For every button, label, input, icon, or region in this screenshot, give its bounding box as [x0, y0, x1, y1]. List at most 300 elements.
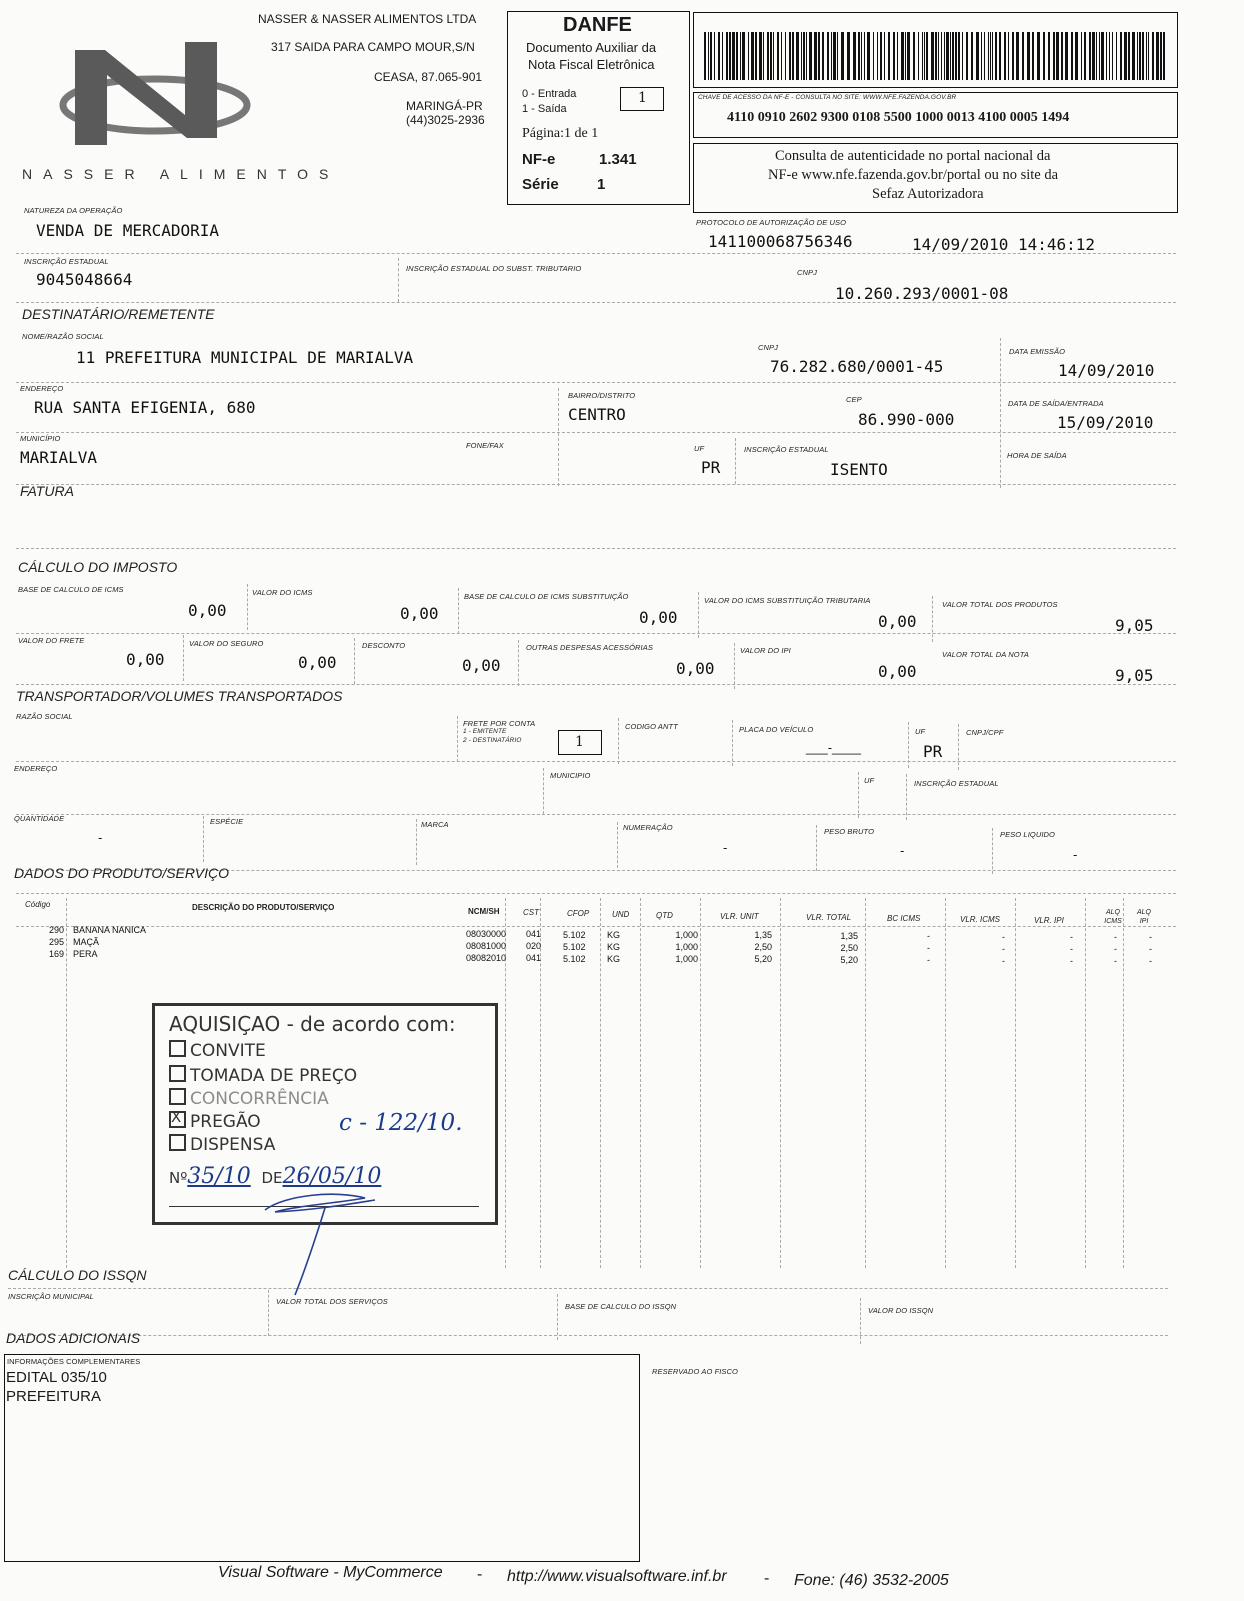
barcode-bar	[1016, 32, 1019, 80]
barcode-bar	[1120, 32, 1122, 80]
dest-cep-value: 86.990-000	[858, 410, 955, 429]
stamp-checkbox-convite	[169, 1040, 186, 1057]
nfe-number: 1.341	[599, 151, 637, 168]
col-descricao: DESCRIÇÃO DO PRODUTO/SERVIÇO	[192, 903, 335, 912]
issuer-city: MARINGÁ-PR	[406, 99, 483, 113]
cell-qtd: 1,000	[675, 930, 698, 940]
issuer-logo	[45, 20, 260, 150]
dest-cep-label: CEP	[846, 395, 862, 404]
barcode-bar	[732, 32, 735, 80]
barcode-bar	[704, 32, 706, 80]
barcode-bar	[759, 32, 762, 80]
barcode-bar	[789, 32, 791, 80]
barcode-bar	[946, 32, 949, 80]
valor-icms-label: VALOR DO ICMS	[252, 588, 313, 597]
barcode-bar	[1037, 32, 1040, 80]
adicionais-section: DADOS ADICIONAIS	[6, 1330, 141, 1346]
cell-vtotal: 1,35	[840, 931, 858, 941]
barcode-bar	[988, 32, 989, 80]
transp-antt-label: CODIGO ANTT	[625, 722, 678, 731]
transp-uf-label: UF	[915, 727, 926, 736]
ie-label: INSCRIÇÃO ESTADUAL	[24, 257, 109, 266]
barcode-bar	[861, 32, 862, 80]
danfe-title: DANFE	[563, 14, 632, 36]
cell-vicms: -	[1002, 956, 1005, 966]
dest-bairro-label: BAIRRO/DISTRITO	[568, 391, 636, 400]
barcode	[704, 32, 1166, 80]
barcode-bar	[831, 32, 832, 80]
cell-ncm: 08081000	[466, 941, 507, 951]
col-ncm: NCM/SH	[468, 907, 500, 916]
barcode-bar	[893, 32, 895, 80]
transp-frete-label: FRETE POR CONTA	[463, 719, 536, 728]
stamp-opt-tomada: TOMADA DE PREÇO	[190, 1066, 358, 1086]
cell-vunit: 2,50	[754, 942, 772, 952]
barcode-bar	[858, 32, 860, 80]
barcode-bar	[966, 32, 968, 80]
cell-bcicms: -	[927, 943, 930, 953]
serie-number: 1	[597, 176, 606, 193]
dest-nome-value: 11 PREFEITURA MUNICIPAL DE MARIALVA	[76, 348, 414, 367]
barcode-bar	[710, 32, 712, 80]
barcode-bar	[1137, 32, 1138, 80]
cell-und: KG	[607, 942, 621, 952]
barcode-bar	[1089, 32, 1091, 80]
cell-aipi: -	[1149, 932, 1152, 942]
destinatario-section: DESTINATÁRIO/REMETENTE	[22, 306, 215, 322]
barcode-bar	[931, 32, 934, 80]
transp-peso-bruto-value: -	[900, 843, 905, 858]
info-line2: PREFEITURA	[6, 1388, 102, 1405]
issqn-im-label: INSCRIÇÃO MUNICIPAL	[8, 1292, 94, 1301]
barcode-bar	[781, 32, 782, 80]
barcode-bar	[901, 32, 904, 80]
barcode-bar	[853, 32, 856, 80]
barcode-bar	[935, 32, 937, 80]
barcode-bar	[1081, 32, 1082, 80]
cell-vipi: -	[1070, 932, 1073, 942]
transp-uf-value: PR	[923, 742, 943, 761]
stamp-opt-dispensa: DISPENSA	[190, 1135, 276, 1155]
natureza-label: NATUREZA DA OPERAÇÃO	[24, 206, 123, 215]
logo-text: NASSER ALIMENTOS	[22, 166, 340, 182]
barcode-bar	[995, 32, 997, 80]
seguro-value: 0,00	[298, 653, 337, 672]
barcode-bar	[1163, 32, 1165, 80]
base-st-value: 0,00	[639, 608, 678, 627]
barcode-bar	[718, 32, 720, 80]
stamp-title: AQUISIÇAO - de acordo com:	[169, 1012, 456, 1036]
emitente-cnpj-value: 10.260.293/0001-08	[835, 284, 1009, 303]
barcode-bar	[1146, 32, 1147, 80]
footer-sep2: -	[764, 1570, 770, 1587]
chave-value: 4110 0910 2602 9300 0108 5500 1000 0013 4100 0005 1494	[727, 110, 1070, 125]
barcode-bar	[905, 32, 906, 80]
barcode-bar	[729, 32, 731, 80]
footer-url[interactable]: http://www.visualsoftware.inf.br	[507, 1568, 727, 1585]
barcode-bar	[884, 32, 885, 80]
base-icms-label: BASE DE CALCULO DE ICMS	[18, 585, 124, 594]
barcode-bar	[873, 32, 874, 80]
barcode-bar	[722, 32, 723, 80]
data-saida-value: 15/09/2010	[1057, 413, 1154, 432]
barcode-bar	[1101, 32, 1104, 80]
reservado-label: RESERVADO AO FISCO	[652, 1367, 738, 1376]
barcode-bar	[755, 32, 757, 80]
hora-saida-label: HORA DE SAÍDA	[1007, 451, 1067, 460]
cell-vtotal: 5,20	[840, 955, 858, 965]
data-saida-label: DATA DE SAÍDA/ENTRADA	[1008, 399, 1104, 408]
cell-und: KG	[607, 930, 621, 940]
col-vunit: VLR. UNIT	[720, 912, 759, 921]
transp-numeracao-value: -	[723, 840, 728, 855]
barcode-bar	[984, 32, 985, 80]
data-emissao-value: 14/09/2010	[1058, 361, 1155, 380]
barcode-bar	[785, 32, 786, 80]
footer-fone: Fone: (46) 3532-2005	[794, 1572, 949, 1589]
barcode-bar	[950, 32, 951, 80]
issuer-name: NASSER & NASSER ALIMENTOS LTDA	[258, 12, 477, 26]
transp-especie-label: ESPÉCIE	[210, 817, 244, 826]
stamp-checkbox-concorrencia	[169, 1088, 186, 1105]
barcode-bar	[1106, 32, 1107, 80]
base-icms-value: 0,00	[188, 601, 227, 620]
barcode-bar	[748, 32, 749, 80]
transp-peso-bruto-label: PESO BRUTO	[824, 827, 875, 836]
barcode-bar	[803, 32, 805, 80]
produtos-section: DADOS DO PRODUTO/SERVIÇO	[14, 865, 229, 881]
barcode-bar	[913, 32, 915, 80]
dest-municipio-label: MUNICÍPIO	[20, 434, 61, 443]
barcode-bar	[777, 32, 779, 80]
barcode-bar	[1071, 32, 1073, 80]
barcode-bar	[1043, 32, 1045, 80]
cell-descricao: PERA	[73, 949, 98, 959]
barcode-bar	[837, 32, 838, 80]
barcode-bar	[1128, 32, 1130, 80]
barcode-bar	[918, 32, 919, 80]
barcode-bar	[962, 32, 963, 80]
barcode-bar	[897, 32, 898, 80]
cell-cfop: 5.102	[563, 942, 586, 952]
cell-aipi: -	[1149, 944, 1152, 954]
valor-icms-value: 0,00	[400, 604, 439, 623]
dest-endereco-label: ENDEREÇO	[20, 384, 64, 393]
transp-placa-value: ___-____	[806, 740, 861, 755]
cell-cst: 041	[526, 953, 542, 963]
issqn-base-label: BASE DE CALCULO DO ISSQN	[565, 1302, 677, 1311]
barcode-bar	[1032, 32, 1034, 80]
transp-frete-opt1: 1 - EMITENTE	[463, 728, 507, 735]
barcode-bar	[1027, 32, 1030, 80]
transp-frete-opt2: 2 - DESTINATÁRIO	[463, 737, 522, 744]
transp-uf2-label: UF	[864, 776, 875, 785]
barcode-bar	[952, 32, 954, 80]
barcode-bar	[1139, 32, 1141, 80]
barcode-bar	[944, 32, 945, 80]
barcode-bar	[1022, 32, 1024, 80]
barcode-bar	[806, 32, 807, 80]
ipi-label: VALOR DO IPI	[740, 646, 791, 655]
danfe-entrada: 0 - Entrada	[522, 88, 577, 100]
barcode-bar	[736, 32, 738, 80]
col-vtotal: VLR. TOTAL	[806, 913, 852, 922]
protocolo-date: 14/09/2010 14:46:12	[912, 235, 1096, 254]
barcode-bar	[922, 32, 923, 80]
cell-cfop: 5.102	[563, 954, 586, 964]
barcode-bar	[1109, 32, 1110, 80]
barcode-bar	[907, 32, 910, 80]
col-aicms: ALQ ICMS	[1104, 909, 1122, 925]
footer-software: Visual Software - MyCommerce	[218, 1564, 443, 1581]
barcode-bar	[924, 32, 925, 80]
cell-ncm: 08030000	[466, 929, 507, 939]
barcode-bar	[841, 32, 844, 80]
fatura-section: FATURA	[20, 483, 74, 499]
danfe-subtitle-1: Documento Auxiliar da	[526, 40, 657, 55]
barcode-bar	[1004, 32, 1006, 80]
frete-value: 0,00	[126, 650, 165, 669]
barcode-bar	[1160, 32, 1162, 80]
stamp-num-prefix: Nº	[169, 1169, 188, 1187]
total-nota-label: VALOR TOTAL DA NOTA	[942, 650, 1029, 659]
desconto-label: DESCONTO	[362, 641, 406, 650]
transp-peso-liquido-value: -	[1073, 847, 1078, 862]
dest-uf-value: PR	[701, 458, 721, 477]
barcode-bar	[796, 32, 799, 80]
total-produtos-value: 9,05	[1115, 616, 1154, 635]
barcode-bar	[1008, 32, 1009, 80]
outras-label: OUTRAS DESPESAS ACESSÓRIAS	[526, 643, 653, 652]
protocolo-label: PROTOCOLO DE AUTORIZAÇÃO DE USO	[696, 218, 847, 227]
barcode-bar	[1112, 32, 1113, 80]
dest-uf-label: UF	[694, 444, 705, 453]
col-qtd: QTD	[656, 911, 673, 920]
issuer-phone: (44)3025-2936	[406, 113, 485, 127]
natureza-value: VENDA DE MERCADORIA	[36, 221, 220, 240]
col-bcicms: BC ICMS	[887, 914, 921, 923]
emitente-cnpj-label: CNPJ	[797, 268, 817, 277]
stamp-opt-concorrencia: CONCORRÊNCIA	[190, 1089, 329, 1109]
barcode-bar	[770, 32, 772, 80]
ie-st-label: INSCRIÇÃO ESTADUAL DO SUBST. TRIBUTARIO	[406, 264, 582, 273]
col-vicms: VLR. ICMS	[960, 915, 1001, 924]
danfe-pagina: Página:1 de 1	[522, 126, 599, 141]
total-produtos-label: VALOR TOTAL DOS PRODUTOS	[942, 600, 1058, 609]
cell-vipi: -	[1070, 944, 1073, 954]
barcode-bar	[880, 32, 882, 80]
total-nota-value: 9,05	[1115, 666, 1154, 685]
imposto-section: CÁLCULO DO IMPOSTO	[18, 559, 178, 575]
barcode-bar	[740, 32, 741, 80]
stamp-num: 35/10	[187, 1164, 251, 1189]
barcode-bar	[822, 32, 824, 80]
dest-endereco-value: RUA SANTA EFIGENIA, 680	[34, 398, 256, 417]
desconto-value: 0,00	[462, 656, 501, 675]
cell-vipi: -	[1070, 956, 1073, 966]
cell-ncm: 08082010	[466, 953, 507, 963]
col-codigo: Código	[25, 900, 51, 909]
footer-sep1: -	[477, 1566, 483, 1583]
barcode-bar	[1056, 32, 1059, 80]
info-label: INFORMAÇÕES COMPLEMENTARES	[7, 1357, 141, 1366]
barcode-bar	[971, 32, 973, 80]
transp-marca-label: MARCA	[421, 820, 449, 829]
cell-aipi: -	[1149, 956, 1152, 966]
cell-codigo: 169	[48, 949, 64, 959]
cell-descricao: MAÇÃ	[73, 937, 100, 947]
signature	[255, 1180, 395, 1300]
issuer-address: 317 SAIDA PARA CAMPO MOUR,S/N	[271, 40, 475, 54]
transp-qtd-label: QUANTIDADE	[14, 814, 65, 823]
issqn-valor-label: VALOR DO ISSQN	[868, 1306, 934, 1315]
danfe-saida: 1 - Saída	[522, 103, 567, 115]
issqn-section: CÁLCULO DO ISSQN	[8, 1267, 147, 1283]
barcode-bar	[877, 32, 878, 80]
col-cst: CST	[523, 908, 539, 917]
barcode-bar	[1075, 32, 1078, 80]
info-line1: EDITAL 035/10	[6, 1369, 107, 1386]
barcode-bar	[1132, 32, 1135, 80]
valor-st-value: 0,00	[878, 612, 917, 631]
nfe-label: NF-e	[522, 151, 556, 168]
barcode-bar	[833, 32, 836, 80]
stamp-opt-convite: CONVITE	[190, 1041, 266, 1061]
dest-ie-value: ISENTO	[830, 460, 888, 479]
dest-cnpj-label: CNPJ	[758, 343, 778, 352]
barcode-bar	[1152, 32, 1154, 80]
stamp-de: DE	[261, 1169, 283, 1187]
data-emissao-label: DATA EMISSÃO	[1009, 347, 1066, 356]
barcode-bar	[1061, 32, 1063, 80]
transp-cnpj-label: CNPJ/CPF	[966, 728, 1004, 737]
stamp-opt-pregao: PREGÃO	[190, 1112, 261, 1132]
dest-ie-label: INSCRIÇÃO ESTADUAL	[744, 445, 829, 454]
outras-value: 0,00	[676, 659, 715, 678]
barcode-bar	[990, 32, 991, 80]
barcode-bar	[955, 32, 957, 80]
cell-cst: 020	[526, 941, 542, 951]
barcode-bar	[958, 32, 960, 80]
pregao-check-mark: X	[171, 1108, 182, 1126]
barcode-bar	[1096, 32, 1097, 80]
cell-aicms: -	[1114, 944, 1117, 954]
barcode-bar	[751, 32, 754, 80]
barcode-bar	[726, 32, 728, 80]
transp-qtd-value: -	[98, 830, 103, 845]
dest-nome-label: NOME/RAZÃO SOCIAL	[22, 332, 104, 341]
dest-municipio-value: MARIALVA	[20, 448, 98, 467]
dest-fone-label: FONE/FAX	[466, 441, 504, 450]
barcode-bar	[1053, 32, 1055, 80]
barcode-bar	[827, 32, 829, 80]
transp-municipio-label: MUNICIPIO	[550, 771, 591, 780]
cell-vunit: 1,35	[754, 930, 772, 940]
transp-numeracao-label: NUMERAÇÃO	[623, 823, 673, 832]
frete-label: VALOR DO FRETE	[18, 636, 85, 645]
cell-aicms: -	[1114, 932, 1117, 942]
barcode-bar	[763, 32, 764, 80]
col-cfop: CFOP	[567, 909, 590, 918]
cell-vunit: 5,20	[754, 954, 772, 964]
barcode-bar	[999, 32, 1001, 80]
barcode-bar	[1084, 32, 1086, 80]
cell-cfop: 5.102	[563, 930, 586, 940]
base-st-label: BASE DE CALCULO DE ICMS SUBSTITUIÇÃO	[464, 592, 629, 601]
col-und: UND	[612, 910, 630, 919]
dest-cnpj-value: 76.282.680/0001-45	[770, 357, 944, 376]
cell-cst: 041	[526, 929, 542, 939]
cell-qtd: 1,000	[675, 942, 698, 952]
cell-vicms: -	[1002, 932, 1005, 942]
cell-qtd: 1,000	[675, 954, 698, 964]
ie-value: 9045048664	[36, 270, 133, 289]
cell-bcicms: -	[927, 931, 930, 941]
stamp-checkbox-pregao	[169, 1108, 186, 1128]
cell-codigo: 290	[48, 925, 64, 935]
chave-label: CHAVE DE ACESSO DA NF-E - CONSULTA NO SITE: WWW.NFE.FAZENDA.GOV.BR	[698, 94, 957, 101]
stamp-hand-ref: c - 122/10.	[339, 1110, 463, 1136]
barcode-bar	[847, 32, 850, 80]
barcode-bar	[864, 32, 865, 80]
cell-descricao: BANANA NANICA	[73, 925, 147, 935]
barcode-bar	[941, 32, 942, 80]
barcode-bar	[981, 32, 982, 80]
consulta-line2: NF-e www.nfe.fazenda.gov.br/portal ou no site da	[768, 167, 1059, 183]
col-vipi: VLR. IPI	[1034, 916, 1064, 925]
valor-st-label: VALOR DO ICMS SUBSTITUIÇÃO TRIBUTARIA	[704, 596, 871, 605]
cell-vicms: -	[1002, 944, 1005, 954]
barcode-bar	[773, 32, 774, 80]
cell-und: KG	[607, 954, 621, 964]
consulta-line3: Sefaz Autorizadora	[872, 186, 984, 202]
barcode-bar	[888, 32, 890, 80]
barcode-bar	[818, 32, 820, 80]
stamp-checkbox-tomada	[169, 1065, 186, 1082]
transp-endereco-label: ENDEREÇO	[14, 764, 58, 773]
danfe-subtitle-2: Nota Fiscal Eletrônica	[528, 57, 655, 72]
cell-vtotal: 2,50	[840, 943, 858, 953]
barcode-bar	[992, 32, 993, 80]
seguro-label: VALOR DO SEGURO	[189, 639, 264, 648]
barcode-bar	[1124, 32, 1127, 80]
cell-bcicms: -	[927, 955, 930, 965]
transp-frete-value: 1	[575, 734, 584, 750]
barcode-bar	[1012, 32, 1014, 80]
barcode-bar	[809, 32, 812, 80]
barcode-bar	[708, 32, 709, 80]
protocolo-value: 141100068756346	[708, 232, 853, 251]
issuer-ceasa: CEASA, 87.065-901	[374, 70, 483, 84]
barcode-bar	[1092, 32, 1095, 80]
stamp-checkbox-dispensa	[169, 1134, 186, 1151]
barcode-bar	[1048, 32, 1050, 80]
barcode-bar	[938, 32, 939, 80]
barcode-bar	[1065, 32, 1068, 80]
transp-peso-liquido-label: PESO LIQUIDO	[1000, 830, 1055, 839]
barcode-bar	[976, 32, 979, 80]
barcode-bar	[1156, 32, 1159, 80]
barcode-bar	[1099, 32, 1100, 80]
serie-label: Série	[522, 176, 559, 193]
cell-codigo: 295	[48, 937, 64, 947]
barcode-bar	[1116, 32, 1117, 80]
barcode-bar	[1148, 32, 1149, 80]
barcode-bar	[1142, 32, 1144, 80]
issqn-total-label: VALOR TOTAL DOS SERVIÇOS	[276, 1297, 388, 1306]
transporte-section: TRANSPORTADOR/VOLUMES TRANSPORTADOS	[16, 688, 343, 704]
col-aipi: ALQ IPI	[1136, 909, 1151, 925]
